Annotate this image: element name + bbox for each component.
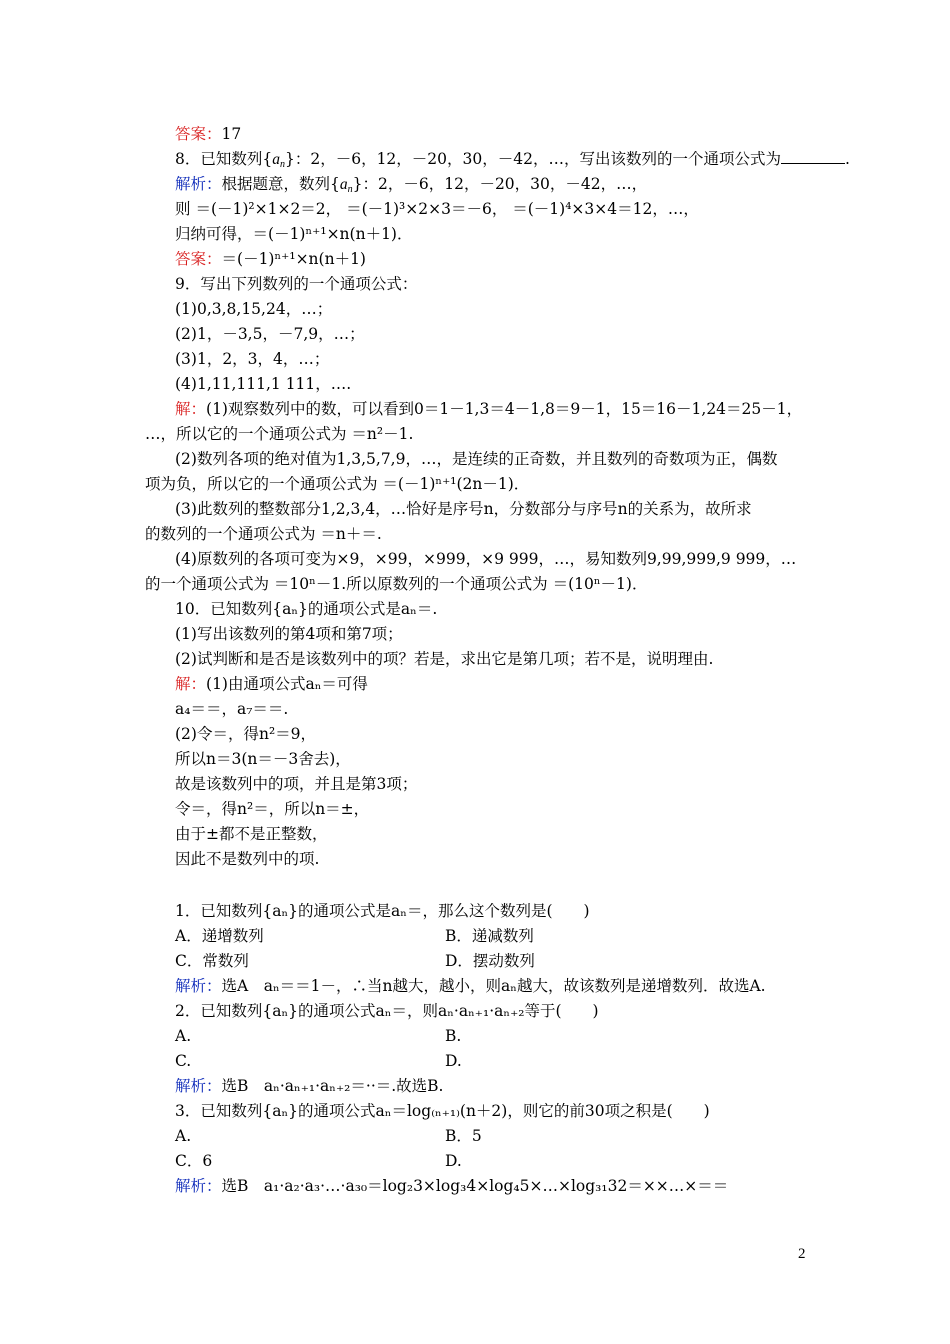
line-exercise-1: 1．已知数列{aₙ}的通项公式是aₙ＝，那么这个数列是( ) [175,902,590,920]
line-question-10-2: (2)试判断和是否是该数列中的项？若是，求出它是第几项；若不是，说明理由. [175,650,714,668]
line-question-9: 9．写出下列数列的一个通项公式： [175,275,418,293]
line-solution-10-2f: 因此不是数列中的项. [175,850,320,868]
line-solution-9-2b: 项为负，所以它的一个通项公式为 ＝(－1)ⁿ⁺¹(2n－1)． [145,475,530,493]
page-number: 2 [798,1246,806,1262]
line-question-10-1: (1)写出该数列的第4项和第7项； [175,625,403,643]
line-solution-10-2b: 所以n＝3(n＝－3舍去)， [175,750,351,768]
line-analysis-8-c: 归纳可得，＝(－1)ⁿ⁺¹×n(n＋1)． [175,225,413,243]
line-analysis-ex2: 解析：选B aₙ·aₙ₊₁·aₙ₊₂＝··＝.故选B. [175,1077,444,1095]
line-question-9-2: (2)1，－3,5，－7,9，…； [175,325,365,343]
line-solution-9-1: 解：(1)观察数列中的数，可以看到0＝1－1,3＝4－1,8＝9－1，15＝16－1,24＝25－1， [175,400,803,418]
line-solution-10-2e: 由于±都不是正整数， [175,825,328,843]
line-answer-7: 答案：17 [175,125,242,143]
option-2c: C. [175,1052,192,1070]
line-question-9-1: (1)0,3,8,15,24，…； [175,300,333,318]
line-question-9-4: (4)1,11,111,1 111，…. [175,375,352,393]
option-1c: C．常数列 [175,952,249,970]
line-solution-9-1b: …，所以它的一个通项公式为 ＝n²－1. [145,425,414,443]
line-analysis-8: 解析：根据题意，数列$\{a_n\}$：2，－6，12，－20，30，－42，…， [175,175,648,195]
option-1d: D．摆动数列 [445,952,535,970]
line-solution-9-2: (2)数列各项的绝对值为1,3,5,7,9，…，是连续的正奇数，并且数列的奇数项为正，偶数 [175,450,778,468]
option-2d: D. [445,1052,462,1070]
answer-blank [781,149,845,164]
line-solution-10-1: 解：(1)由通项公式aₙ＝可得 [175,675,368,693]
line-question-9-3: (3)1，2，3，4，…； [175,350,330,368]
option-2b: B. [445,1027,462,1045]
line-exercise-3: 3．已知数列{aₙ}的通项公式aₙ＝log₍ₙ₊₁₎(n＋2)，则它的前30项之积是( ) [175,1102,710,1120]
line-solution-10-2c: 故是该数列中的项，并且是第3项； [175,775,418,793]
option-3d: D. [445,1152,462,1170]
option-3b: B．5 [445,1127,482,1145]
line-analysis-ex3: 解析：选B a₁·a₂·a₃·…·a₃₀＝log₂3×log₃4×log₄5×…×log₃₁32＝××…×＝＝ [175,1177,729,1195]
option-3a: A. [175,1127,192,1145]
line-analysis-8-b: 则 ＝(－1)²×1×2＝2， ＝(－1)³×2×3＝－6， ＝(－1)⁴×3×4＝12，…， [175,200,699,218]
line-solution-9-4b: 的一个通项公式为 ＝10ⁿ－1.所以原数列的一个通项公式为 ＝(10ⁿ－1)． [145,575,648,593]
line-solution-10-2d: 令＝，得n²＝，所以n＝±， [175,800,370,818]
line-solution-10-1b: a₄＝＝，a₇＝＝. [175,700,289,718]
line-solution-9-4: (4)原数列的各项可变为×9，×99，×999，×9 999，…，易知数列9,99,999,9 999，… [175,550,797,568]
line-question-10: 10．已知数列{aₙ}的通项公式是aₙ＝. [175,600,438,618]
option-1b: B．递减数列 [445,927,534,945]
line-exercise-2: 2．已知数列{aₙ}的通项公式aₙ＝，则aₙ·aₙ₊₁·aₙ₊₂等于( ) [175,1002,599,1020]
line-solution-9-3: (3)此数列的整数部分1,2,3,4，…恰好是序号n，分数部分与序号n的关系为，故所求 [175,500,752,518]
option-2a: A. [175,1027,192,1045]
option-1a: A．递增数列 [175,927,264,945]
line-question-8: 8．已知数列$\{a_n\}$：2，－6，12，－20，30，－42，…，写出该数列的一个通项公式为 . [175,150,850,170]
line-solution-10-2: (2)令＝，得n²＝9， [175,725,317,743]
option-3c: C．6 [175,1152,213,1170]
line-answer-8: 答案：＝(－1)ⁿ⁺¹×n(n＋1) [175,250,366,268]
line-analysis-ex1: 解析：选A aₙ＝＝1－，∴当n越大，越小，则aₙ越大，故该数列是递增数列．故选A. [175,977,766,995]
line-solution-9-3b: 的数列的一个通项公式为 ＝n＋＝. [145,525,382,543]
